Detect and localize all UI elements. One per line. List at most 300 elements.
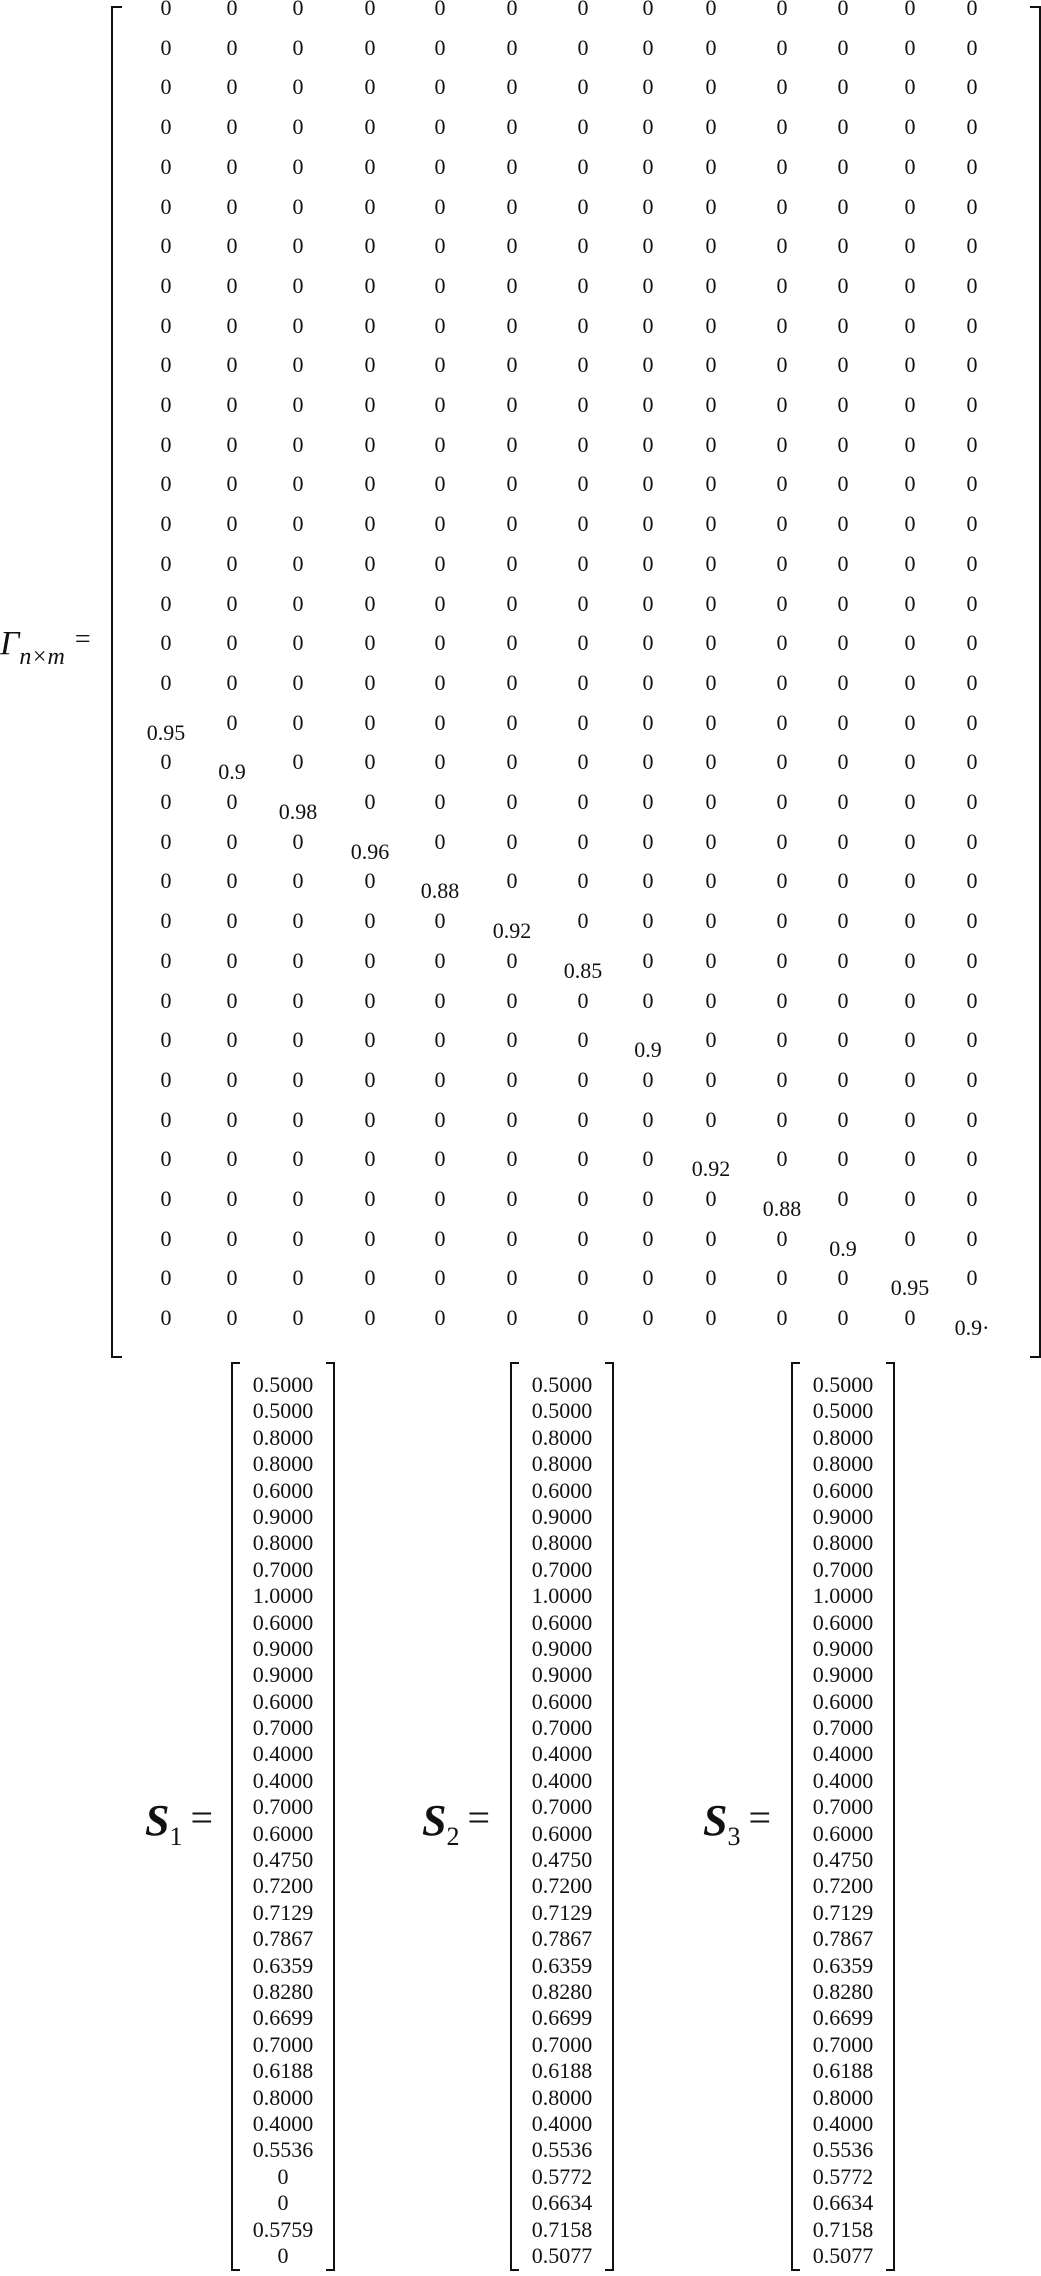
s3-symbol: S [703, 1796, 728, 1845]
gamma-cell: 0 [292, 312, 304, 338]
gamma-cell: 0 [642, 908, 654, 934]
gamma-cell: 0 [160, 749, 172, 775]
gamma-cell: 0 [776, 669, 788, 695]
gamma-cell: 0 [642, 392, 654, 417]
gamma-cell: 0 [577, 630, 589, 656]
gamma-cell: 0 [506, 1146, 518, 1172]
gamma-cell: 0 [292, 272, 304, 298]
gamma-cell: 0 [837, 1305, 849, 1331]
gamma-cell: 0 [837, 0, 849, 20]
gamma-cell: 0 [577, 709, 589, 735]
s3-value: 0.5536 [812, 2137, 874, 2163]
gamma-cell: 0 [434, 908, 446, 934]
s3-subscript: 3 [727, 1822, 741, 1851]
s2-value: 0.8000 [531, 1424, 593, 1450]
gamma-cell: 0 [292, 1146, 304, 1172]
gamma-cell: 0 [837, 789, 849, 814]
s2-value: 0.5000 [531, 1372, 593, 1397]
s2-symbol: S [422, 1796, 447, 1845]
gamma-cell: 0 [160, 34, 172, 60]
gamma-cell: 0 [904, 1066, 916, 1092]
gamma-cell: 0 [776, 868, 788, 894]
gamma-cell: 0 [837, 471, 849, 497]
gamma-cell: 0 [292, 1265, 304, 1291]
gamma-cell: 0 [434, 1225, 446, 1251]
gamma-cell: 0 [776, 1106, 788, 1132]
gamma-cell: 0 [904, 0, 916, 20]
gamma-cell: 0 [966, 511, 978, 537]
gamma-cell: 0 [506, 272, 518, 298]
gamma-cell: 0 [577, 153, 589, 179]
gamma-cell: 0 [292, 630, 304, 656]
s2-value: 0.7200 [531, 1873, 593, 1899]
s1-value: 0.4750 [252, 1847, 314, 1873]
gamma-cell: 0 [705, 1186, 717, 1211]
gamma-cell: 0 [292, 1066, 304, 1092]
gamma-cell: 0 [506, 868, 518, 894]
gamma-cell: 0 [292, 550, 304, 576]
s3-value: 0.5000 [812, 1398, 874, 1424]
gamma-cell: 0 [705, 272, 717, 298]
s3-value: 0.8000 [812, 1424, 874, 1450]
gamma-cell: 0 [776, 550, 788, 576]
s3-value: 0.7000 [812, 2031, 874, 2057]
gamma-cell: 0 [966, 153, 978, 179]
gamma-cell: 0 [642, 1265, 654, 1291]
s3-values [791, 1372, 895, 2269]
gamma-cell: 0 [506, 947, 518, 973]
gamma-cell: 0 [226, 392, 238, 417]
gamma-cell: 0 [160, 550, 172, 576]
gamma-cell: 0 [364, 1265, 376, 1291]
s1-value: 0.9000 [252, 1635, 314, 1661]
gamma-cell: 0 [837, 1186, 849, 1211]
gamma-cell: 0 [226, 431, 238, 457]
gamma-cell: 0 [837, 511, 849, 537]
gamma-cell: 0 [642, 1305, 654, 1331]
gamma-cell: 0 [160, 0, 172, 20]
gamma-cell: 0 [434, 590, 446, 616]
gamma-cell: 0 [364, 630, 376, 656]
gamma-cell: 0 [160, 987, 172, 1013]
gamma-cell: 0 [904, 590, 916, 616]
s1-value: 0.4000 [252, 2110, 314, 2136]
gamma-cell: 0 [904, 471, 916, 497]
gamma-cell: 0.9 [829, 1235, 857, 1261]
gamma-cell: 0 [160, 1066, 172, 1092]
s2-value: 0.5536 [531, 2137, 593, 2163]
gamma-cell: 0 [776, 34, 788, 60]
s1-right-bracket [326, 1362, 335, 2271]
gamma-cell: 0 [705, 471, 717, 497]
gamma-cell: 0 [364, 392, 376, 417]
gamma-cell: 0 [292, 868, 304, 894]
s1-value: 0.9000 [252, 1503, 314, 1529]
s1-equals-sign: = [190, 1795, 214, 1840]
gamma-cell: 0 [837, 114, 849, 140]
gamma-cell: 0 [904, 749, 916, 775]
gamma-cell: 0 [705, 630, 717, 656]
gamma-cell: 0 [434, 1106, 446, 1132]
gamma-equals-sign: = [74, 624, 91, 655]
gamma-cell: 0 [642, 789, 654, 814]
gamma-left-bracket [111, 6, 122, 1358]
gamma-cell: 0 [577, 74, 589, 100]
gamma-cell: 0 [966, 550, 978, 576]
s1-value: 0.6188 [252, 2058, 314, 2084]
gamma-cell: 0 [776, 828, 788, 854]
gamma-cell: 0 [705, 511, 717, 537]
s2-value: 0.7000 [531, 1556, 593, 1582]
s1-value: 0.6000 [252, 1477, 314, 1503]
s3-value: 0.7200 [812, 1873, 874, 1899]
gamma-cell: 0.88 [762, 1196, 802, 1221]
gamma-cell: 0 [160, 947, 172, 973]
gamma-cell: 0 [364, 1066, 376, 1092]
s3-value: 0.7129 [812, 1899, 874, 1925]
gamma-cell: 0 [966, 114, 978, 140]
gamma-cell: 0 [966, 590, 978, 616]
gamma-cell: 0 [364, 1146, 376, 1172]
gamma-cell: 0 [160, 511, 172, 537]
gamma-cell: 0 [837, 431, 849, 457]
gamma-cell: 0 [434, 272, 446, 298]
gamma-cell: 0 [292, 233, 304, 259]
gamma-cell: 0 [705, 789, 717, 814]
gamma-cell: 0 [577, 392, 589, 417]
gamma-cell: 0 [837, 153, 849, 179]
gamma-cell: 0 [434, 789, 446, 814]
gamma-cell: 0 [434, 0, 446, 20]
gamma-cell: 0 [776, 1066, 788, 1092]
gamma-cell: 0 [160, 789, 172, 814]
s2-value: 0.6699 [531, 2005, 593, 2031]
s1-value: 0.5000 [252, 1372, 314, 1397]
s3-value: 0.6000 [812, 1688, 874, 1714]
gamma-cell: 0 [642, 947, 654, 973]
gamma-cell: 0 [226, 868, 238, 894]
gamma-cell: 0 [160, 153, 172, 179]
gamma-cell: 0 [904, 947, 916, 973]
gamma-cell: 0 [434, 114, 446, 140]
gamma-cell: 0 [705, 1225, 717, 1251]
gamma-cell: 0 [705, 749, 717, 775]
gamma-cell: 0 [577, 272, 589, 298]
s2-value: 0.8000 [531, 2084, 593, 2110]
gamma-cell: 0 [226, 114, 238, 140]
gamma-cell: 0 [364, 193, 376, 219]
gamma-cell: 0 [705, 947, 717, 973]
gamma-cell: 0 [904, 272, 916, 298]
gamma-cell: 0 [642, 709, 654, 735]
gamma-cell: 0 [506, 312, 518, 338]
gamma-cell: 0 [642, 828, 654, 854]
s2-value: 0.6000 [531, 1477, 593, 1503]
gamma-cell: 0 [506, 1027, 518, 1053]
gamma-cell: 0 [837, 987, 849, 1013]
gamma-cell: 0 [705, 1305, 717, 1331]
gamma-cell: 0 [966, 987, 978, 1013]
gamma-cell: 0 [292, 749, 304, 775]
gamma-cell: 0 [705, 431, 717, 457]
gamma-cell: 0 [506, 550, 518, 576]
s2-value: 0.9000 [531, 1503, 593, 1529]
gamma-cell: 0 [776, 749, 788, 775]
gamma-cell: 0 [577, 590, 589, 616]
gamma-cell: 0 [776, 511, 788, 537]
gamma-symbol: Γ [0, 625, 20, 662]
gamma-cell: 0 [160, 868, 172, 894]
gamma-cell: 0 [292, 947, 304, 973]
s3-value: 0.6000 [812, 1609, 874, 1635]
gamma-cell: 0 [642, 1186, 654, 1211]
gamma-cell: 0 [577, 1146, 589, 1172]
gamma-cell: 0 [226, 789, 238, 814]
s2-value: 0.7867 [531, 1926, 593, 1952]
gamma-cell: 0 [966, 828, 978, 854]
gamma-cell: 0 [434, 193, 446, 219]
gamma-cell: 0 [776, 233, 788, 259]
gamma-cell: 0 [904, 352, 916, 378]
gamma-cell: 0 [904, 1027, 916, 1053]
gamma-cell: 0 [434, 312, 446, 338]
s3-value: 0.4000 [812, 1741, 874, 1767]
gamma-cell: 0 [577, 1265, 589, 1291]
s1-vector [231, 1362, 335, 2271]
s2-value: 0.8000 [531, 1530, 593, 1556]
gamma-cell: 0 [837, 908, 849, 934]
gamma-cell: 0 [160, 312, 172, 338]
gamma-cell: 0 [966, 471, 978, 497]
gamma-cell: 0 [506, 1265, 518, 1291]
gamma-cell: 0.9· [954, 1315, 990, 1341]
gamma-cell: 0 [642, 114, 654, 140]
gamma-cell: 0 [160, 193, 172, 219]
gamma-cell: 0 [434, 352, 446, 378]
gamma-cell: 0 [904, 392, 916, 417]
gamma-cell: 0 [837, 34, 849, 60]
gamma-cell: 0 [226, 1265, 238, 1291]
gamma-cell: 0.85 [563, 957, 603, 983]
gamma-cell: 0 [226, 272, 238, 298]
s3-value: 0.6000 [812, 1820, 874, 1846]
gamma-cell: 0 [292, 908, 304, 934]
s1-value: 0.4000 [252, 1741, 314, 1767]
gamma-cell: 0 [642, 74, 654, 100]
gamma-cell: 0 [776, 153, 788, 179]
s3-value: 0.7000 [812, 1794, 874, 1820]
gamma-cell: 0 [904, 431, 916, 457]
gamma-cell: 0 [966, 1027, 978, 1053]
gamma-cell: 0 [776, 193, 788, 219]
gamma-cell: 0 [966, 34, 978, 60]
gamma-cell: 0 [776, 272, 788, 298]
gamma-cell: 0 [904, 1106, 916, 1132]
gamma-cell: 0 [506, 471, 518, 497]
s2-value: 0.4750 [531, 1847, 593, 1873]
gamma-cell: 0 [966, 0, 978, 20]
s3-value: 0.8000 [812, 1530, 874, 1556]
gamma-cell: 0 [966, 868, 978, 894]
gamma-cell: 0 [226, 74, 238, 100]
gamma-cell: 0 [577, 352, 589, 378]
s3-value: 0.7000 [812, 1556, 874, 1582]
gamma-cell: 0 [292, 1027, 304, 1053]
gamma-cell: 0 [966, 749, 978, 775]
gamma-subscript: n×m [19, 644, 65, 670]
s1-values [231, 1372, 335, 2269]
gamma-cell: 0 [364, 74, 376, 100]
gamma-cell: 0 [966, 352, 978, 378]
s2-subscript: 2 [446, 1822, 460, 1851]
gamma-cell: 0 [705, 1027, 717, 1053]
gamma-cell: 0.9 [634, 1037, 662, 1063]
gamma-cell: 0 [705, 908, 717, 934]
gamma-cell: 0 [705, 1106, 717, 1132]
gamma-cell: 0 [292, 669, 304, 695]
gamma-cell: 0 [642, 193, 654, 219]
gamma-cell: 0 [776, 1146, 788, 1172]
gamma-cell: 0 [506, 1106, 518, 1132]
s2-value: 0.7000 [531, 1794, 593, 1820]
gamma-cell: 0.95 [146, 719, 186, 745]
gamma-cell: 0 [160, 908, 172, 934]
s2-value: 0.4000 [531, 1767, 593, 1793]
gamma-cell: 0 [364, 114, 376, 140]
gamma-cell: 0 [506, 1066, 518, 1092]
gamma-cell: 0 [506, 114, 518, 140]
gamma-cell: 0 [226, 193, 238, 219]
gamma-cell: 0 [434, 1265, 446, 1291]
s3-value: 0.7000 [812, 1715, 874, 1741]
gamma-cell: 0 [506, 789, 518, 814]
gamma-cell: 0 [837, 709, 849, 735]
gamma-cell: 0 [642, 630, 654, 656]
gamma-cell: 0 [160, 669, 172, 695]
s2-label [422, 1795, 491, 1851]
gamma-cell: 0 [226, 153, 238, 179]
gamma-cell: 0 [776, 392, 788, 417]
gamma-cell: 0 [226, 1186, 238, 1211]
s2-value: 0.6188 [531, 2058, 593, 2084]
s3-value: 0.7867 [812, 1926, 874, 1952]
gamma-cell: 0 [577, 1027, 589, 1053]
gamma-cell: 0 [966, 630, 978, 656]
gamma-cell: 0 [292, 1225, 304, 1251]
gamma-cell: 0 [642, 987, 654, 1013]
gamma-cell: 0 [506, 392, 518, 417]
gamma-cell: 0 [966, 669, 978, 695]
gamma-cell: 0 [642, 233, 654, 259]
gamma-cell: 0 [776, 987, 788, 1013]
gamma-cell: 0 [292, 828, 304, 854]
gamma-cell: 0 [160, 392, 172, 417]
gamma-cell: 0 [577, 669, 589, 695]
gamma-cell: 0 [434, 1146, 446, 1172]
gamma-cell: 0 [160, 1186, 172, 1211]
gamma-cell: 0 [776, 1027, 788, 1053]
gamma-cell: 0 [292, 352, 304, 378]
s3-value: 0.6359 [812, 1952, 874, 1978]
gamma-cell: 0 [226, 1225, 238, 1251]
s1-value: 0 [277, 2190, 289, 2216]
gamma-cell: 0 [904, 709, 916, 735]
s1-value: 0.8000 [252, 2084, 314, 2110]
gamma-cell: 0 [904, 1305, 916, 1331]
gamma-cell: 0 [160, 630, 172, 656]
gamma-cell: 0 [292, 74, 304, 100]
gamma-cell: 0 [364, 947, 376, 973]
gamma-cell: 0 [364, 153, 376, 179]
gamma-cell: 0 [364, 669, 376, 695]
gamma-cell: 0 [837, 828, 849, 854]
gamma-cell: 0 [776, 74, 788, 100]
s1-value: 1.0000 [252, 1583, 314, 1609]
gamma-cell: 0 [966, 1186, 978, 1211]
s3-value: 0.8280 [812, 1978, 874, 2004]
gamma-cell: 0 [705, 550, 717, 576]
gamma-cell: 0 [364, 789, 376, 814]
gamma-cell: 0 [705, 312, 717, 338]
gamma-cell: 0 [642, 590, 654, 616]
gamma-cell: 0 [642, 1066, 654, 1092]
gamma-cell: 0 [577, 1066, 589, 1092]
gamma-cell: 0 [506, 669, 518, 695]
s3-value: 0.9000 [812, 1503, 874, 1529]
gamma-cell: 0 [966, 193, 978, 219]
gamma-cell: 0 [642, 1146, 654, 1172]
gamma-cell: 0 [776, 947, 788, 973]
gamma-cell: 0 [160, 272, 172, 298]
gamma-cell: 0 [506, 590, 518, 616]
gamma-cell: 0 [364, 1225, 376, 1251]
gamma-cell: 0 [364, 749, 376, 775]
s2-value: 0.6000 [531, 1688, 593, 1714]
gamma-cell: 0 [577, 312, 589, 338]
gamma-cell: 0 [434, 709, 446, 735]
gamma-cell: 0 [292, 114, 304, 140]
gamma-cell: 0 [966, 392, 978, 417]
gamma-cell: 0 [837, 193, 849, 219]
gamma-cell: 0 [292, 431, 304, 457]
gamma-cell: 0 [705, 34, 717, 60]
gamma-cell: 0 [577, 471, 589, 497]
gamma-cell: 0.92 [492, 918, 532, 944]
s3-value: 0.5000 [812, 1372, 874, 1397]
gamma-cell: 0 [364, 1305, 376, 1331]
gamma-cell: 0.96 [350, 838, 390, 864]
s1-value: 0.8280 [252, 1978, 314, 2004]
s2-value: 0.4000 [531, 2110, 593, 2136]
gamma-cell: 0 [226, 1066, 238, 1092]
gamma-cell: 0 [364, 868, 376, 894]
gamma-cell: 0 [292, 392, 304, 417]
gamma-cell: 0 [364, 0, 376, 20]
gamma-cell: 0 [776, 590, 788, 616]
gamma-cell: 0 [577, 789, 589, 814]
gamma-matrix-label [0, 624, 91, 670]
gamma-cell: 0.98 [278, 799, 318, 824]
gamma-cell: 0 [292, 0, 304, 20]
gamma-cell: 0 [966, 1066, 978, 1092]
gamma-cell: 0 [160, 431, 172, 457]
s2-value: 0.7000 [531, 1715, 593, 1741]
gamma-cell: 0 [506, 34, 518, 60]
gamma-cell: 0 [837, 1106, 849, 1132]
gamma-cell: 0 [226, 511, 238, 537]
s1-value: 0.7867 [252, 1926, 314, 1952]
gamma-cell: 0 [642, 1225, 654, 1251]
